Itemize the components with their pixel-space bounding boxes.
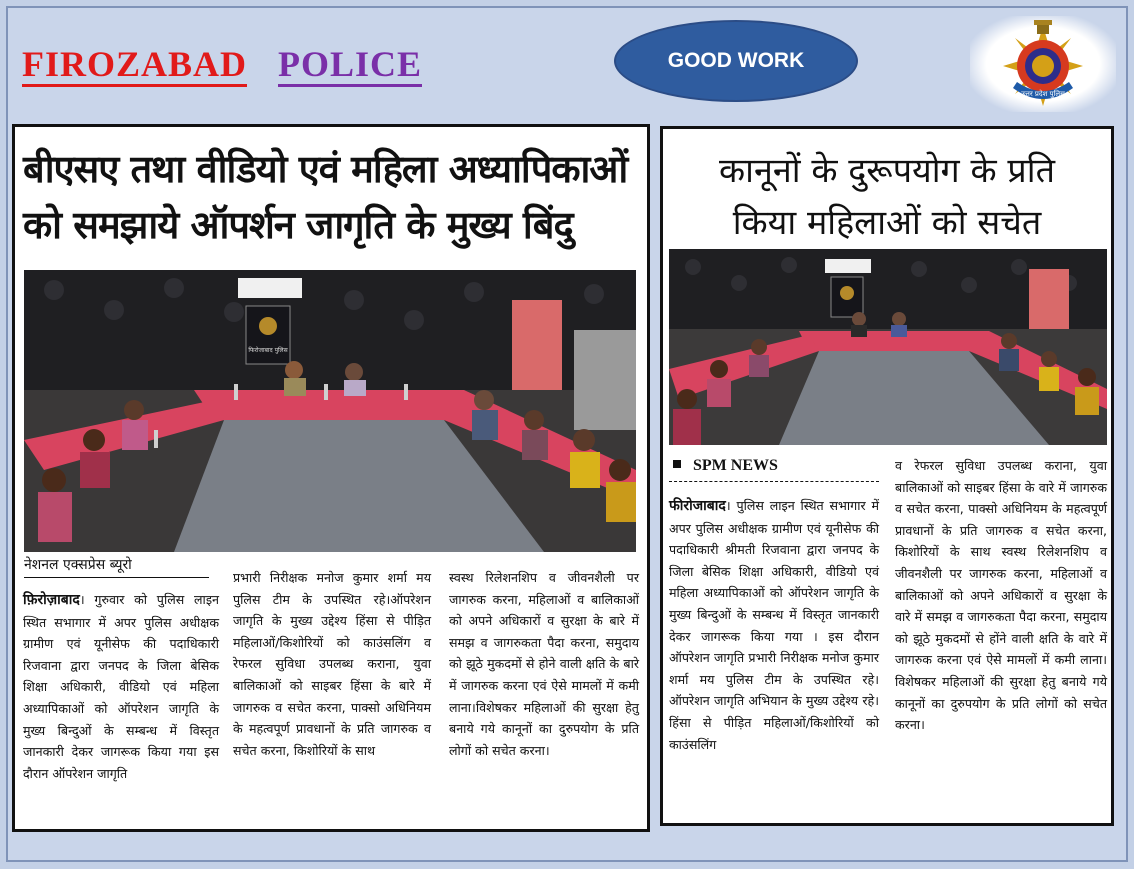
meeting-photo-right xyxy=(669,249,1107,445)
source-label-text: SPM NEWS xyxy=(693,457,778,474)
headline-right-line2: किया महिलाओं को सचेत xyxy=(732,203,1042,243)
meeting-photo-left xyxy=(24,270,636,552)
emblem-container xyxy=(970,16,1116,112)
headline-left-line2: को समझाये ऑपर्शन जागृति के मुख्य बिंदु xyxy=(23,203,573,247)
article-left-column-1-text: । गुरुवार को पुलिस लाइन स्थित सभागार में अपर पुलिस अधीक्षक ग्रामीण एवं यूनीसेफ की पदाधिकारी रिजवाना द्वारा जनपद के जिला बेसिक शिक्षा अधिकारी, वीडियो एवं महिला अध्यापिकाओं को ऑपरेशन जागृति के मुख्य बिन्दुओं के सम्बन्ध में विस्तृत जानकारी देकर जागरूक किया गया इस दौरान ऑपरेशन जागृति xyxy=(23,592,219,781)
bullet-square-icon xyxy=(673,460,681,468)
brand-firozabad: FIROZABAD xyxy=(22,44,247,87)
photo-sign-text: फिरोजाबाद पुलिस xyxy=(248,347,288,354)
headline-right-line1: कानूनों के दुरूपयोग के प्रति xyxy=(719,151,1055,191)
dateline-right: फीरोजाबाद xyxy=(669,498,726,514)
source-label xyxy=(669,457,879,475)
article-right-column-2: व रेफरल सुविधा उपलब्ध कराना, युवा बालिकाओं को साइबर हिंसा के वारे में जागरुक व सचेत करना, पाक्सो अधिनियम के महत्वपूर्ण प्रावधानों के प्रति जागरुक व सचेत करना, किशोरियों के साथ स्वस्थ रिलेशनशिप व जीवनशैली पर जागरुक करना, महिलाओं व बालिकाओं को अपने अधिकारों व सुरक्षा के वारे में समझ व जागरुकता पैदा करना, समुदाय को झूठे मुकदमों से होंने वाली क्षति के वारे में जागरुक करना एवं ऐसे मामलों में कमी लाना। विशेषकर महिलाओं की सुरक्षा हेतु बनाये गये कानूनों का दुरुपयोग के प्रति लोगों को सचेत करना। xyxy=(895,458,1107,733)
article-left-column-2: प्रभारी निरीक्षक मनोज कुमार शर्मा मय पुलिस टीम के उपस्थित रहे।ऑपरेशन जागृति के मुख्य उद्देश्य हिंसा से पीड़ित महिलाओं/किशोरियों को काउंसलिंग व रेफरल सुविधा उपलब्ध कराना, युवा बालिकाओं को साइबर हिंसा के बारे में जागरुक व सचेत करना, पाक्सो अधिनियम के महत्वपूर्ण प्रावधानों के प्रति जागरुक व सचेत करना, किशोरियों के साथ xyxy=(233,570,431,758)
meeting-photo-illustration xyxy=(24,270,636,552)
headline-left xyxy=(23,141,643,253)
article-left-column-3: स्वस्थ रिलेशनशिप व जीवनशैली पर जागरुक करना, महिलाओं व बालिकाओं को अपने अधिकारों व सुरक्षा के बारे में समझ व जागरुकता पैदा करना, समुदाय को झूठे मुकदमों से होने वाली क्षति के बारे में जागरुक करना एवं ऐसे मामलों में कमी लाना।विशेषकर महिलाओं की सुरक्षा हेतु बनाये गये कानूनों का दुरुपयोग के प्रति लोगों को सचेत करना। xyxy=(449,570,639,758)
emblem-ribbon-text: उत्तर प्रदेश पुलिस xyxy=(1021,90,1065,98)
byline: नेशनल एक्सप्रेस ब्यूरो xyxy=(24,555,209,578)
dateline: फ़िरोज़ाबाद xyxy=(23,592,80,608)
headline-left-line1: बीएसए तथा वीडियो एवं महिला अध्यापिकाओं xyxy=(23,147,628,191)
up-police-emblem-icon xyxy=(995,18,1091,110)
article-right-column-1-text: । पुलिस लाइन स्थित सभागार में अपर पुलिस अधीक्षक ग्रामीण एवं यूनीसेफ की पदाधिकारी श्रीमती रिजवाना द्वारा जनपद के जिला बेसिक शिक्षा अधिकारी, वीडियो एवं महिला अध्यापिकाओं को ऑपरेशन जागृति के मुख्य बिन्दुओं के सम्बन्ध में विस्तृत जानकारी देकर जागरूक किया गया । इस दौरान ऑपरेशन जागृति प्रभारी निरीक्षक मनोज कुमार शर्मा मय पुलिस टीम के उपस्थित रहे। ऑपरेशन जागृति अभियान के मुख्य उद्देश्य रहे। हिंसा से पीड़ित महिलाओं/किशोरियों को काउंसलिंग xyxy=(669,498,879,752)
source-divider xyxy=(669,481,879,482)
meeting-photo-right-illustration xyxy=(669,249,1107,445)
headline-right xyxy=(667,145,1107,249)
news-clipping-right xyxy=(660,126,1114,826)
news-clipping-left xyxy=(12,124,650,832)
article-left-column-1 xyxy=(23,589,219,784)
good-work-badge: GOOD WORK xyxy=(614,20,858,102)
article-right-column-1 xyxy=(669,495,879,755)
brand-police: POLICE xyxy=(278,44,422,87)
